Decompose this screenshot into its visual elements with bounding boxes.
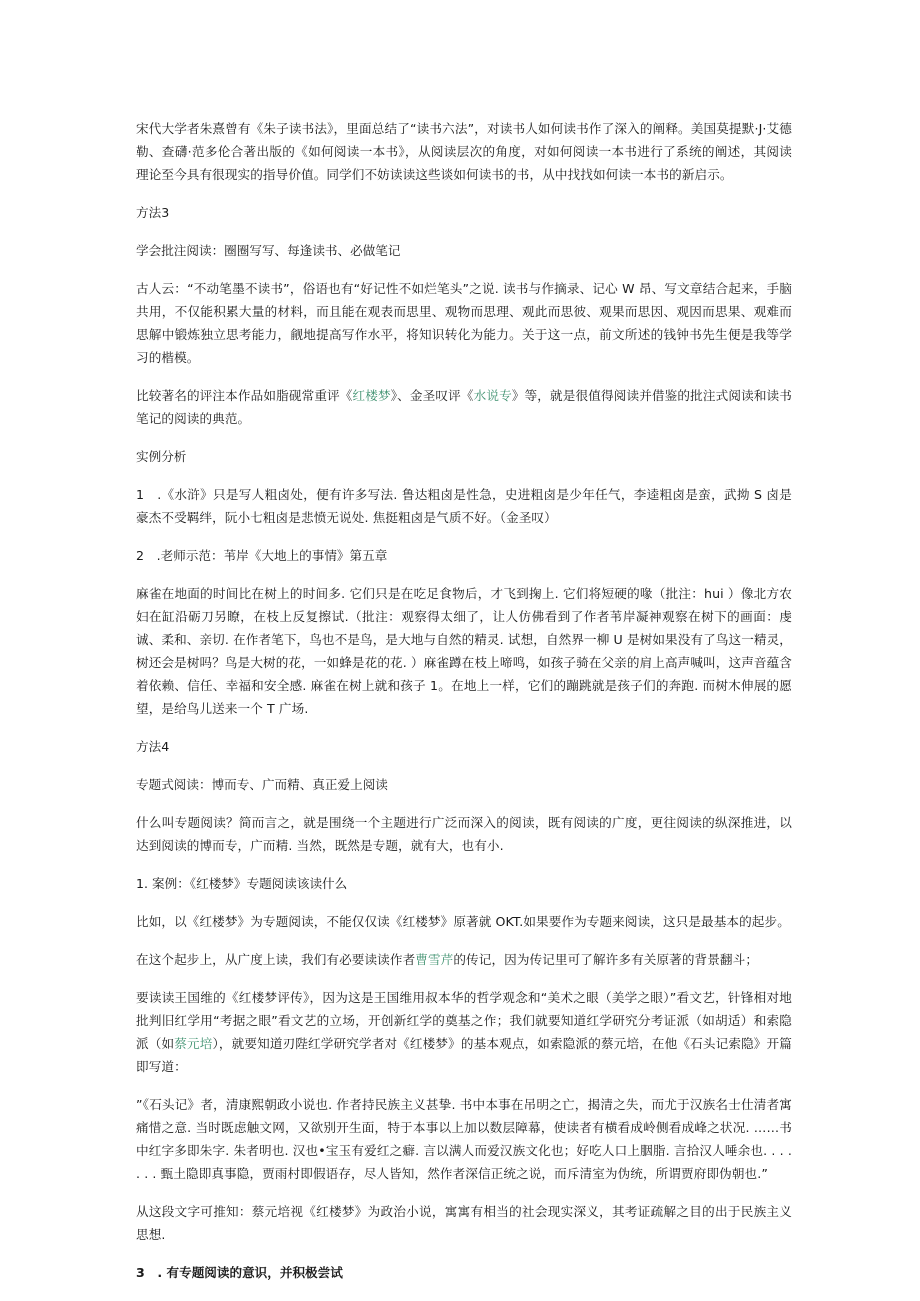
- text-segment: 》、金圣叹评《: [390, 388, 474, 403]
- method-4-title: 方法4: [136, 739, 170, 754]
- case-example-1: 1. 案例：《红楼梦》专题阅读该读什么: [136, 876, 348, 891]
- conclusion-paragraph: 从这段文字可推知：蔡元培视《红楼梦》为政治小说，寓寓有相当的社会现实深义，其考证疏解之目的出于民族主义思想.: [136, 1204, 792, 1242]
- text-segment: 要读读王国维的《红楼梦评传》，因为这是王国维用叔本华的哲学观念和“美术之眼（美学之眼）”看文艺，针锋相对地批判旧红学用“考据之眼”看文艺的立场，开创新红学的奠基之作；我们就要知道红学研究分考证派（如胡适）和索隐派（如: [136, 990, 792, 1051]
- wang-guowei-paragraph: [136, 986, 792, 1078]
- intro-paragraph: 宋代大学者朱熹曾有《朱子读书法》，里面总结了“读书六法”，对读书人如何读书作了深入的阐释。美国莫提默·J·艾德勒、查礴·范多伦合著出版的《如何阅读一本书》，从阅读层次的角度，对如何阅读一本书进行了系统的阐述，其阅读理论至今具有很现实的指导价值。同学们不妨读读这些谈如何读书的书，从中找找如何读一本书的新启示。: [136, 121, 792, 182]
- text-segment: 》等，就是很值得阅读并借鉴的批注式阅读和读书笔记的阅读的典范。: [136, 388, 792, 426]
- method-3-title: 方法3: [136, 205, 170, 220]
- document-body: [136, 117, 792, 1299]
- annotated-works-paragraph: [136, 384, 792, 430]
- honglou-start-paragraph: 比如，以《红楼梦》为专题阅读，不能仅仅读《红楼梦》原著就 OKT.如果要作为专题来阅读，这只是最基本的起步。: [136, 914, 790, 929]
- case-item-1: 1 .《水浒》只是写人粗卤处，便有许多写法. 鲁达粗卤是性急，史进粗卤是少年任气，李逵粗卤是蛮，武拗 S 卤是豪杰不受羁绊，阮小七粗卤是悲愤无说处. 焦挺粗卤是气质不好。（金圣叹）: [136, 487, 792, 525]
- case-analysis-title: 实例分析: [136, 449, 187, 464]
- sparrow-excerpt-paragraph: 麻雀在地面的时间比在树上的时间多. 它们只是在吃足食物后，才飞到掬上. 它们将短硬的喙（批注：hui ）像北方农妇在缸沿砺刀另瞭，在枝上反复擦试.（批注：观察得太细了，让人仿佛看到了作者苇岸凝神观察在树下的画面：虔诚、柔和、亲切. 在作者笔下，鸟也不是鸟，是大地与自然的精灵. 试想，自然界一柳 U 是树如果没有了鸟这一精灵，树还会是树吗？鸟是大树的花，一如蜂是花的花. ）麻雀蹲在枝上啼鸣，如孩子骑在父亲的肩上高声喊叫，这声音蕴含着依赖、信任、幸福和安全感. 麻雀在树上就和孩子 1。在地上一样，它们的蹦跳就是孩子们的奔跑. 而树木伸展的愿望，是给鸟儿送来一个 T 广场.: [136, 586, 792, 716]
- case-item-2: 2 .老师示范：苇岸《大地上的事情》第五章: [136, 548, 388, 563]
- cao-xueqin-link[interactable]: 曹雪芹: [415, 952, 454, 967]
- method-4-subtitle: 专题式阅读：博而专、广而精、真正爱上阅读: [136, 777, 388, 792]
- method-3-subtitle: 学会批注阅读：圈圈写写、每逢读书、必做笔记: [136, 243, 401, 258]
- topic-reading-paragraph: 什么叫专题阅读？简而言之，就是围绕一个主题进行广泛而深入的阅读，既有阅读的广度，更往阅读的纵深推进，以达到阅读的博而专，广而精. 当然，既然是专题，就有大，也有小.: [136, 815, 792, 853]
- honglou-link[interactable]: 红楼梦: [352, 388, 391, 403]
- shuihu-link[interactable]: 水说专: [473, 388, 512, 403]
- shitouji-quote-paragraph: ”《石头记》者，清康熙朝政小说也. 作者持民族主义甚挚. 书中本事在吊明之亡，揭清之失，而尤于汉族名士仕清者寓痛惜之意. 当时既虑触文网，又欲别开生面，特于本事以上加以数层障幕，使读者有横看成岭侧看成峰之状况. ……书中红字多即朱字. 朱者明也. 汉也•宝玉有爱红之癖. 言以满人而爱汉族文化也；好吃人口上胭脂. 言拾汉人唾余也. . . . . . . 甄土隐即真事隐，贾雨村即假语存，尽人皆知，然作者深信正统之说，而斥清室为伪统，所谓贾府即伪朝也.”: [136, 1097, 792, 1181]
- text-segment: 在这个起步上，从广度上读，我们有必要读读作者: [136, 952, 416, 967]
- text-segment: 比较著名的评注本作品如脂砚常重评《: [136, 388, 353, 403]
- cai-yuanpei-link[interactable]: 蔡元培: [174, 1036, 213, 1051]
- biography-paragraph: [136, 948, 792, 971]
- text-segment: 的传记，因为传记里可了解许多有关原著的背景翻斗；: [453, 952, 759, 967]
- text-segment: ），就要知道刃陛红学研究学者对《红楼梦》的基本观点，如索隐派的蔡元培，在他《石头记索隐》开篇即写道：: [136, 1036, 792, 1074]
- case-example-3: 3 . 有专题阅读的意识，并积极尝试: [136, 1265, 343, 1280]
- annotation-reading-paragraph: 古人云：“不动笔墨不读书”，俗语也有“好记性不如烂笔头”之说. 读书与作摘录、记心 W 昂、写文章结合起来，手脑共用，不仅能积累大量的材料，而且能在观表而思里、观物而思理、观此而思彼、观果而思因、观因而思果、观难而思解中锻炼独立思考能力，觎地提高写作水平，将知识转化为能力。关于这一点，前文所述的钱钟书先生便是我等学习的楷模。: [136, 281, 792, 365]
